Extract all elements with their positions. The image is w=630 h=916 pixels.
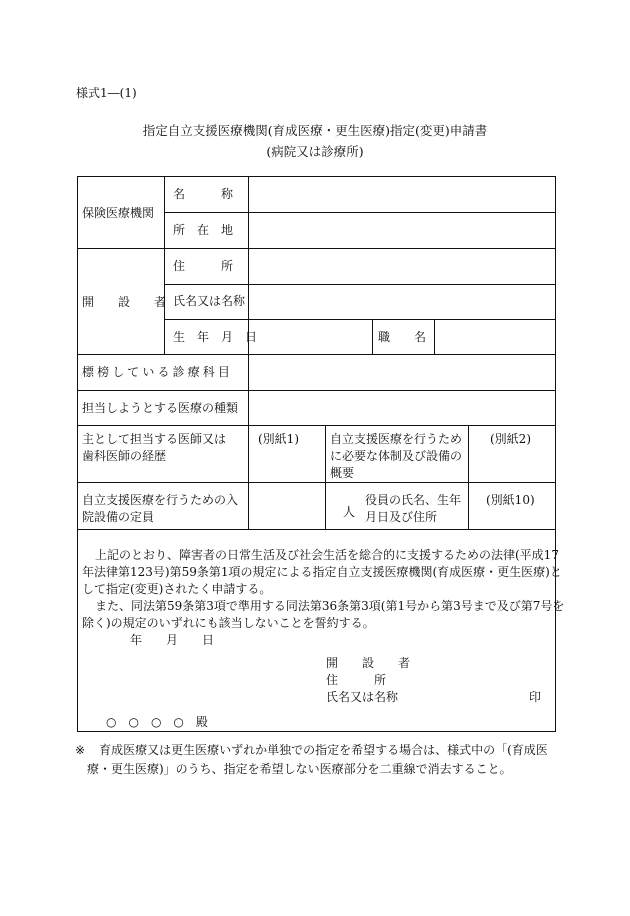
attachment-1-note: (別紙1) — [258, 432, 299, 446]
declaration-para2-line1: また、同法第59条第3項で準用する同法第36条第3項(第1号から第3号まで及び第7号を — [95, 599, 565, 613]
founder-address-field[interactable] — [250, 250, 554, 282]
beds-capacity-field[interactable] — [250, 484, 323, 527]
officers-label-line2: 月日及び住所 — [365, 510, 438, 524]
institution-name-label: 名 称 — [173, 187, 234, 201]
founder-position-field[interactable] — [436, 321, 554, 353]
doctor-career-label-line1: 主として担当する医師又は — [82, 432, 227, 446]
application-form-table — [77, 176, 565, 732]
declaration-para1-line1: 上記のとおり、障害者の日常生活及び社会生活を総合的に支援するための法律(平成17 — [95, 548, 559, 562]
declaration-para1-line3: して指定(変更)されたく申請する。 — [82, 582, 272, 596]
founder-position-label: 職 名 — [378, 330, 427, 344]
doctor-career-label-line2: 歯科医師の経歴 — [82, 449, 167, 463]
beds-capacity-label-line2: 院設備の定員 — [82, 510, 155, 524]
form-number: 様式1―(1) — [76, 86, 137, 100]
system-summary-label-line3: 概要 — [330, 466, 355, 480]
institution-address-field[interactable] — [250, 214, 554, 246]
medical-type-field[interactable] — [250, 392, 554, 424]
officers-label-line1: 役員の氏名、生年 — [365, 493, 462, 507]
document-title: 指定自立支援医療機関(育成医療・更生医療)指定(変更)申請書 — [142, 123, 488, 138]
footnote-mark: ※ — [75, 743, 86, 757]
signature-address-label: 住 所 — [326, 673, 387, 687]
departments-field[interactable] — [250, 356, 554, 388]
signature-name-label: 氏名又は名称 — [326, 690, 399, 704]
founder-name-label: 氏名又は名称 — [173, 294, 246, 308]
founder-birthdate-label: 生 年 月 日 — [173, 330, 258, 344]
departments-label: 標榜している診療科目 — [82, 365, 234, 379]
beds-unit-label: 人 — [343, 505, 356, 519]
system-summary-label-line2: に必要な体制及び設備の — [330, 449, 463, 463]
system-summary-label-line1: 自立支援医療を行うため — [330, 432, 463, 446]
declaration-para1-line2: 年法律第123号)第59条第1項の規定による指定自立支援医療機関(育成医療・更生医療)と — [82, 565, 562, 579]
declaration-para2-line2: 除く)の規定のいずれにも該当しないことを誓約する。 — [82, 616, 375, 630]
insurance-institution-label: 保険医療機関 — [82, 206, 155, 220]
attachment-2-note: (別紙2) — [490, 432, 531, 446]
declaration-date-label: 年 月 日 — [130, 633, 215, 647]
institution-address-label: 所 在 地 — [173, 223, 234, 237]
footnote-line2: 療・更生医療)」のうち、指定を希望しない医療部分を二重線で消去すること。 — [87, 762, 512, 776]
beds-capacity-label-line1: 自立支援医療を行うための入 — [82, 493, 239, 507]
document-subtitle: (病院又は診療所) — [266, 144, 364, 159]
footnote-line1: 育成医療又は更生医療いずれか単独での指定を希望する場合は、様式中の「(育成医 — [99, 743, 548, 757]
founder-label: 開 設 者 — [82, 295, 167, 309]
signature-founder-label: 開 設 者 — [326, 656, 411, 670]
addressee: ○ ○ ○ ○ 殿 — [106, 715, 208, 729]
founder-name-field[interactable] — [250, 286, 554, 318]
attachment-10-note: (別紙10) — [486, 493, 535, 507]
seal-mark: 印 — [529, 690, 542, 704]
founder-birthdate-field[interactable] — [250, 321, 370, 353]
institution-name-field[interactable] — [250, 179, 554, 211]
footnote — [75, 741, 555, 779]
founder-address-label: 住 所 — [173, 259, 234, 273]
medical-type-label: 担当しようとする医療の種類 — [82, 401, 239, 415]
